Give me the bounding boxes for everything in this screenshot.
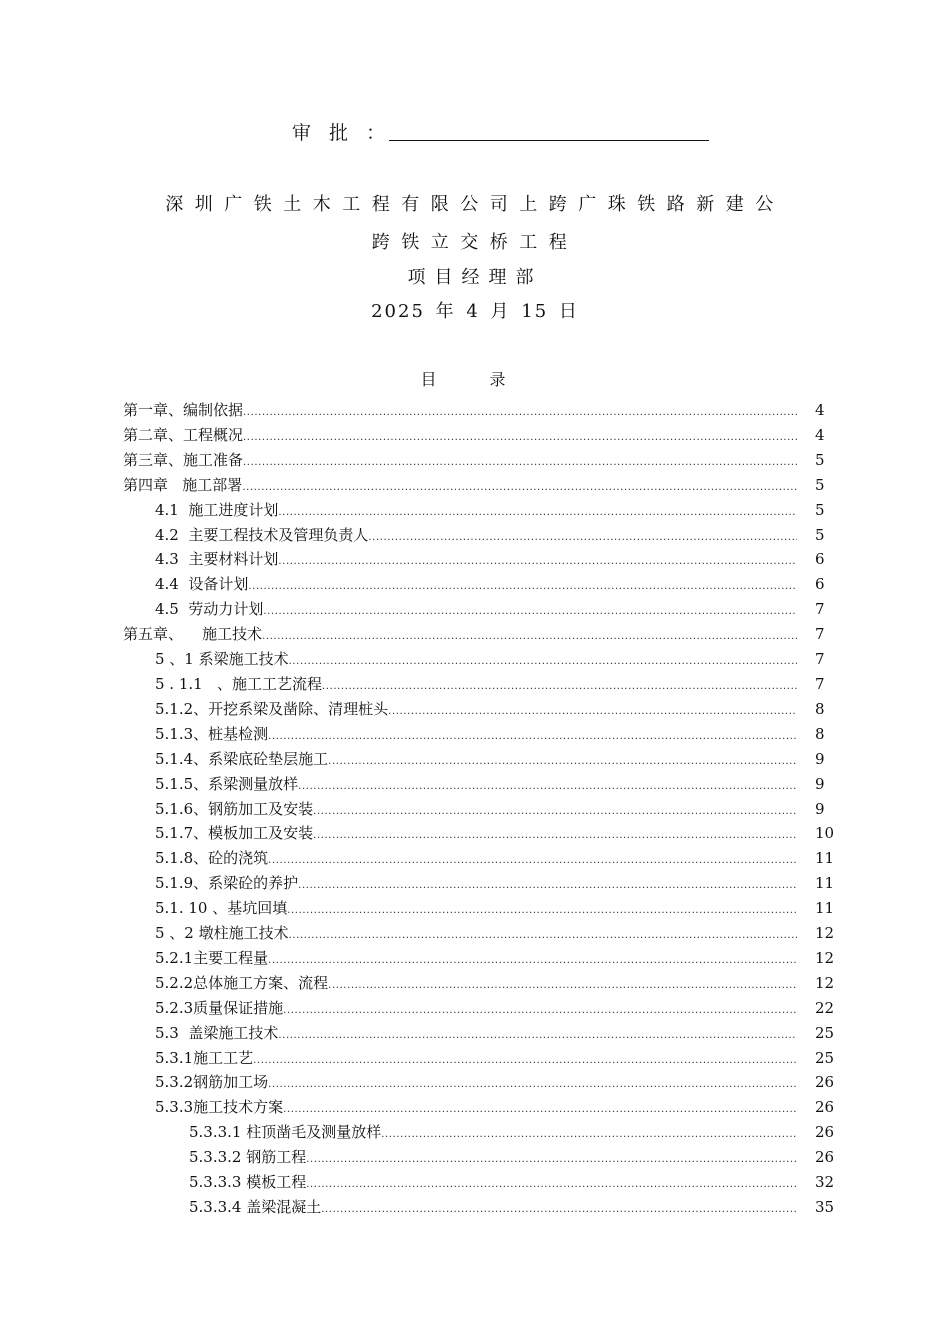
toc-entry-title: 5.3.2钢筋加工场 (155, 1070, 268, 1095)
toc-entry-page-number: 35 (815, 1198, 835, 1216)
toc-entry[interactable] (123, 647, 845, 672)
toc-entry-page-number: 5 (815, 450, 825, 469)
toc-entry-title: 5.1.3、桩基检测 (155, 722, 268, 747)
approval-label: 审 批 ： (292, 122, 392, 144)
toc-entry-page-number: 11 (815, 874, 835, 893)
toc-entry-title: 5.3.3.4 盖梁混凝土 (189, 1195, 321, 1220)
toc-entry[interactable] (123, 747, 845, 772)
toc-entry-page-number: 12 (815, 924, 835, 943)
toc-entry-page-number: 5 (815, 475, 825, 494)
toc-entry-page-number: 26 (815, 1148, 835, 1167)
toc-entry-page-number: 7 (815, 650, 825, 669)
toc-entry-page-number: 9 (815, 774, 825, 793)
toc-entry-title: 5 、1 系梁施工技术 (155, 647, 289, 672)
toc-entry-title: 5.1.7、模板加工及安装 (155, 821, 313, 846)
toc-entry-page-number: 5 (815, 525, 825, 544)
toc-entry[interactable] (123, 1070, 845, 1095)
toc-entry-title: 5.1.2、开挖系梁及凿除、清理桩头 (155, 697, 388, 722)
toc-entry[interactable] (123, 597, 845, 622)
toc-entry-title: 5.3.3.2 钢筋工程 (189, 1145, 306, 1170)
toc-entry[interactable] (123, 523, 845, 548)
toc-entry[interactable] (123, 846, 845, 871)
toc-entry[interactable] (123, 996, 845, 1021)
toc-entry-page-number: 7 (815, 625, 825, 644)
toc-entry-page-number: 22 (815, 998, 835, 1017)
toc-entry[interactable] (123, 1120, 845, 1145)
toc-entry-page-number: 9 (815, 799, 825, 818)
toc-entry-page-number: 4 (815, 401, 825, 419)
toc-entry-page-number: 8 (815, 699, 825, 718)
toc-entry-title: 5.2.2总体施工方案、流程 (155, 971, 328, 996)
toc-entry-title: 5 、2 墩柱施工技术 (155, 921, 289, 946)
toc-entry[interactable] (123, 572, 845, 597)
toc-entry-page-number: 6 (815, 550, 825, 569)
toc-entry[interactable] (123, 448, 845, 473)
toc-entry[interactable] (123, 797, 845, 822)
toc-entry-page-number: 32 (815, 1173, 835, 1192)
toc-entry-page-number: 25 (815, 1048, 835, 1067)
toc-entry-title: 5.2.1主要工程量 (155, 946, 268, 971)
toc-entry-page-number: 12 (815, 948, 835, 967)
toc-entry-page-number: 8 (815, 724, 825, 743)
toc-entry-page-number: 7 (815, 600, 825, 619)
toc-entry[interactable] (123, 921, 845, 946)
toc-entry[interactable] (123, 547, 845, 572)
toc-entry[interactable] (123, 821, 845, 846)
toc-entry[interactable] (123, 1095, 845, 1120)
toc-entry-title: 4.5 劳动力计划 (155, 597, 263, 622)
toc-entry-title: 5.3.3.1 柱顶凿毛及测量放样 (189, 1120, 381, 1145)
toc-entry-title: 第五章、 施工技术 (123, 622, 262, 647)
toc-entry[interactable] (123, 1195, 845, 1220)
toc-entry-title: 第三章、施工准备 (123, 448, 243, 473)
toc-entry-page-number: 11 (815, 849, 835, 868)
toc-entry[interactable] (123, 896, 845, 921)
company-name-line-1: 深圳广铁土木工程有限公司上跨广珠铁路新建公 (165, 194, 785, 215)
toc-entry[interactable] (123, 697, 845, 722)
toc-entry[interactable] (123, 1145, 845, 1170)
toc-entry-page-number: 26 (815, 1098, 835, 1117)
toc-entry-page-number: 11 (815, 899, 835, 918)
toc-entry[interactable] (123, 622, 845, 647)
toc-entry-title: 5.3.1施工工艺 (155, 1046, 253, 1071)
toc-entry[interactable] (123, 1021, 845, 1046)
toc-entry-page-number: 26 (815, 1123, 835, 1142)
toc-entry[interactable] (123, 971, 845, 996)
toc-entry[interactable] (123, 1170, 845, 1195)
toc-entry-page-number: 12 (815, 973, 835, 992)
toc-entry-page-number: 10 (815, 824, 835, 843)
toc-entry-page-number: 5 (815, 500, 825, 519)
toc-entry[interactable] (123, 423, 845, 448)
toc-title: 目 录 (420, 370, 530, 389)
toc-entry-title: 第二章、工程概况 (123, 423, 243, 448)
toc-entry-title: 5.1. 10 、基坑回填 (155, 896, 287, 921)
toc-entry-title: 5.1.6、钢筋加工及安装 (155, 797, 313, 822)
toc-entry-title: 5.3.3.3 模板工程 (189, 1170, 306, 1195)
toc-entry-title: 5.1.8、砼的浇筑 (155, 846, 268, 871)
toc-entry[interactable] (123, 946, 845, 971)
toc-entry[interactable] (123, 473, 845, 498)
toc-entry[interactable] (123, 772, 845, 797)
toc-entry-title: 4.3 主要材料计划 (155, 547, 278, 572)
toc-entry-title: 5.3.3施工技术方案 (155, 1095, 283, 1120)
toc-entry-title: 4.2 主要工程技术及管理负责人 (155, 523, 368, 548)
toc-entry-title: 4.4 设备计划 (155, 572, 248, 597)
toc-entry[interactable] (123, 398, 845, 423)
toc-entry-title: 5.2.3质量保证措施 (155, 996, 283, 1021)
document-date: 2025 年 4 月 15 日 (371, 301, 579, 322)
table-of-contents (123, 398, 845, 1220)
toc-entry-page-number: 7 (815, 674, 825, 693)
approval-signature-line (389, 140, 709, 141)
toc-entry[interactable] (123, 672, 845, 697)
toc-entry-title: 5.1.5、系梁测量放样 (155, 772, 298, 797)
toc-entry-page-number: 4 (815, 425, 825, 444)
toc-entry-title: 第四章 施工部署 (123, 473, 242, 498)
toc-entry-title: 5.3 盖梁施工技术 (155, 1021, 278, 1046)
toc-dot-leader (321, 1198, 797, 1223)
toc-entry[interactable] (123, 1046, 845, 1071)
toc-entry-page-number: 25 (815, 1023, 835, 1042)
toc-entry-title: 5.1.4、系梁底砼垫层施工 (155, 747, 328, 772)
toc-entry-title: 4.1 施工进度计划 (155, 498, 278, 523)
toc-entry-page-number: 6 (815, 575, 825, 594)
toc-entry[interactable] (123, 498, 845, 523)
toc-entry-page-number: 26 (815, 1073, 835, 1092)
company-name-line-2: 跨铁立交桥工程 (371, 232, 579, 253)
toc-entry-page-number: 9 (815, 749, 825, 768)
project-department: 项目经理部 (407, 267, 543, 288)
toc-entry[interactable] (123, 722, 845, 747)
toc-entry-title: 5.1.9、系梁砼的养护 (155, 871, 298, 896)
toc-entry[interactable] (123, 871, 845, 896)
toc-entry-title: 第一章、编制依据 (123, 398, 243, 423)
toc-entry-title: 5 . 1.1 、施工工艺流程 (155, 672, 322, 697)
